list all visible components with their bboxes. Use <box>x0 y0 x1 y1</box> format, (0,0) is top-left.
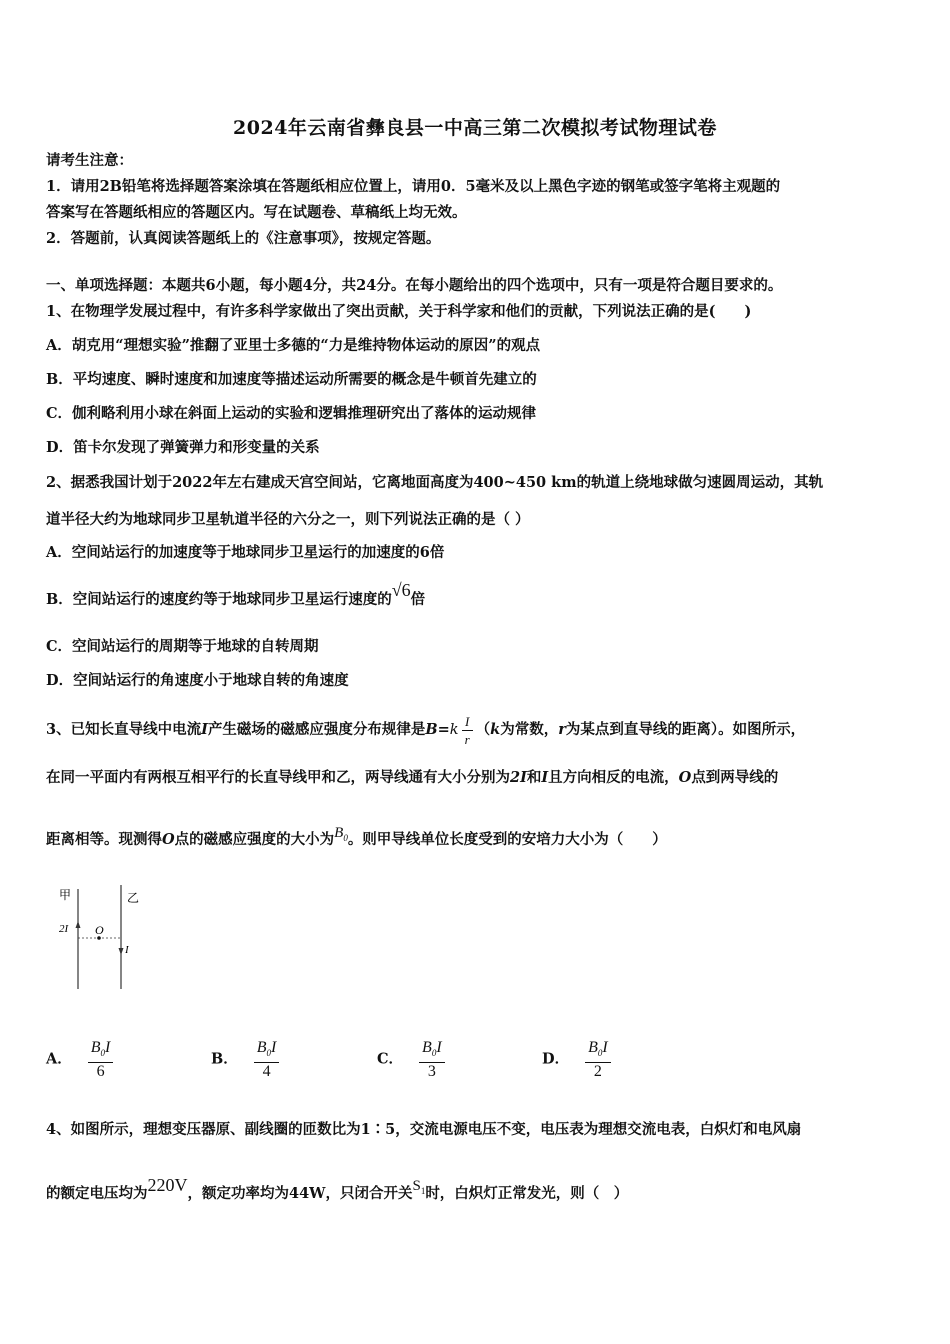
q3-option-b <box>211 1039 282 1080</box>
q4-text: ，额定功率均为44W，只闭合开关 <box>187 1185 413 1202</box>
q3-formula: B= <box>425 721 450 738</box>
voltage-value: 220V <box>147 1175 188 1195</box>
q3-fraction <box>462 713 473 748</box>
option-letter: A． <box>46 1050 72 1068</box>
q1-option-a: A．胡克用“理想实验”推翻了亚里士多德的“力是维持物体运动的原因”的观点 <box>46 337 541 354</box>
arrow-up-icon <box>76 921 81 928</box>
q2-option-c: C．空间站运行的周期等于地球的自转周期 <box>46 638 319 655</box>
option-fraction: $\frac{B_0I}{6}$ <box>88 1039 114 1080</box>
q3-text: 点到两导线的 <box>691 769 779 786</box>
label-jia: 甲 <box>59 888 72 902</box>
arrow-down-icon <box>119 948 124 955</box>
q3-var: k <box>449 722 459 738</box>
q2-option-b-text: B．空间站运行的速度约等于地球同步卫星运行速度的 <box>46 591 392 608</box>
sqrt-six: √6 <box>391 580 411 600</box>
q3-option-a <box>46 1039 116 1080</box>
q3-text: 距离相等。现测得 <box>46 831 162 848</box>
notice-line-2: 答案写在答题纸相应的答题区内。写在试题卷、草稿纸上均无效。 <box>46 204 467 221</box>
q3-text: 产生磁场的磁感应强度分布规律是 <box>207 721 426 738</box>
q3-stem-line-2 <box>46 768 778 788</box>
fraction-denominator: r <box>464 731 470 747</box>
notice-line-3: 2．答题前，认真阅读答题纸上的《注意事项》，按规定答题。 <box>46 230 441 247</box>
q2-option-d: D．空间站运行的角速度小于地球自转的角速度 <box>46 672 349 689</box>
switch-s1: $S_1$ <box>412 1178 426 1196</box>
q3-var: 2I <box>510 769 527 786</box>
q2-option-b-suffix: 倍 <box>410 591 426 608</box>
label-2i: 2I <box>59 923 69 935</box>
q3-figure <box>55 883 165 993</box>
q3-var: I <box>541 769 549 786</box>
q3-text: 为某点到直导线的距离）。如图所示， <box>565 721 806 738</box>
q3-var: I <box>201 721 208 738</box>
option-letter: B． <box>211 1050 238 1068</box>
q3-text: （ <box>475 721 491 738</box>
q3-text: 。则甲导线单位长度受到的安培力大小为（ ） <box>347 831 667 848</box>
q3-stem-line-1 <box>46 712 805 748</box>
q3-options <box>46 1036 666 1086</box>
notice-line-1: 1．请用2B铅笔将选择题答案涂填在答题纸相应位置上，请用0．5毫米及以上黑色字迹的钢笔或签字笔将主观题的 <box>46 178 781 195</box>
q3-var: O <box>162 831 175 848</box>
q4-stem-line-1: 4、如图所示，理想变压器原、副线圈的匝数比为1∶5，交流电源电压不变，电压表为理想交流电表，白炽灯和电风扇 <box>46 1121 802 1138</box>
q3-option-c <box>377 1039 448 1080</box>
q4-stem-line-2 <box>46 1175 629 1209</box>
q1-stem: 1、在物理学发展过程中，有许多科学家做出了突出贡献，关于科学家和他们的贡献，下列说法正确的是( ) <box>46 303 752 320</box>
q4-text: 时，白炽灯正常发光，则（ ） <box>425 1185 629 1202</box>
label-o: O <box>95 923 104 937</box>
q1-option-b: B．平均速度、瞬时速度和加速度等描述运动所需要的概念是牛顿首先建立的 <box>46 371 537 388</box>
section-heading: 一、单项选择题：本题共6小题，每小题4分，共24分。在每小题给出的四个选项中，只有一项是符合题目要求的。 <box>46 277 783 294</box>
q3-option-d <box>542 1039 614 1080</box>
q2-stem-line-1: 2、据悉我国计划于2022年左右建成天宫空间站，它离地面高度为400~450 km的轨道上绕地球做匀速圆周运动，其轨 <box>46 474 824 491</box>
label-i: I <box>125 944 129 956</box>
option-fraction: $\frac{B_0I}{2}$ <box>585 1039 611 1080</box>
fraction-numerator: I <box>462 713 473 731</box>
q1-option-d: D．笛卡尔发现了弹簧弹力和形变量的关系 <box>46 439 320 456</box>
option-letter: C． <box>377 1050 404 1068</box>
q3-stem-line-3 <box>46 825 667 855</box>
q3-var: r <box>558 721 566 738</box>
q2-option-a: A．空间站运行的加速度等于地球同步卫星运行的加速度的6倍 <box>46 544 445 561</box>
q4-text: 的额定电压均为 <box>46 1185 148 1202</box>
option-letter: D． <box>542 1050 570 1068</box>
label-yi: 乙 <box>127 891 140 905</box>
q1-option-c: C．伽利略利用小球在斜面上运动的实验和逻辑推理研究出了落体的运动规律 <box>46 405 537 422</box>
q3-text: 且方向相反的电流， <box>548 769 679 786</box>
b-zero: $B_0$ <box>334 825 348 843</box>
option-fraction: $\frac{B_0I}{4}$ <box>254 1039 280 1080</box>
q3-text: 3、已知长直导线中电流 <box>46 721 202 738</box>
q3-text: 为常数， <box>500 721 559 738</box>
q3-var: O <box>678 769 692 786</box>
q2-stem-line-2: 道半径大约为地球同步卫星轨道半径的六分之一，则下列说法正确的是（ ） <box>46 511 530 528</box>
q3-var: k <box>490 721 501 738</box>
option-fraction: $\frac{B_0I}{3}$ <box>419 1039 445 1080</box>
page-title: 2024年云南省彝良县一中高三第二次模拟考试物理试卷 <box>233 117 717 139</box>
q3-text: 和 <box>526 769 542 786</box>
q2-option-b <box>46 580 426 610</box>
q3-text: 在同一平面内有两根互相平行的长直导线甲和乙，两导线通有大小分别为 <box>46 769 510 786</box>
q3-text: 点的磁感应强度的大小为 <box>174 831 335 848</box>
notice-heading: 请考生注意： <box>46 152 133 169</box>
